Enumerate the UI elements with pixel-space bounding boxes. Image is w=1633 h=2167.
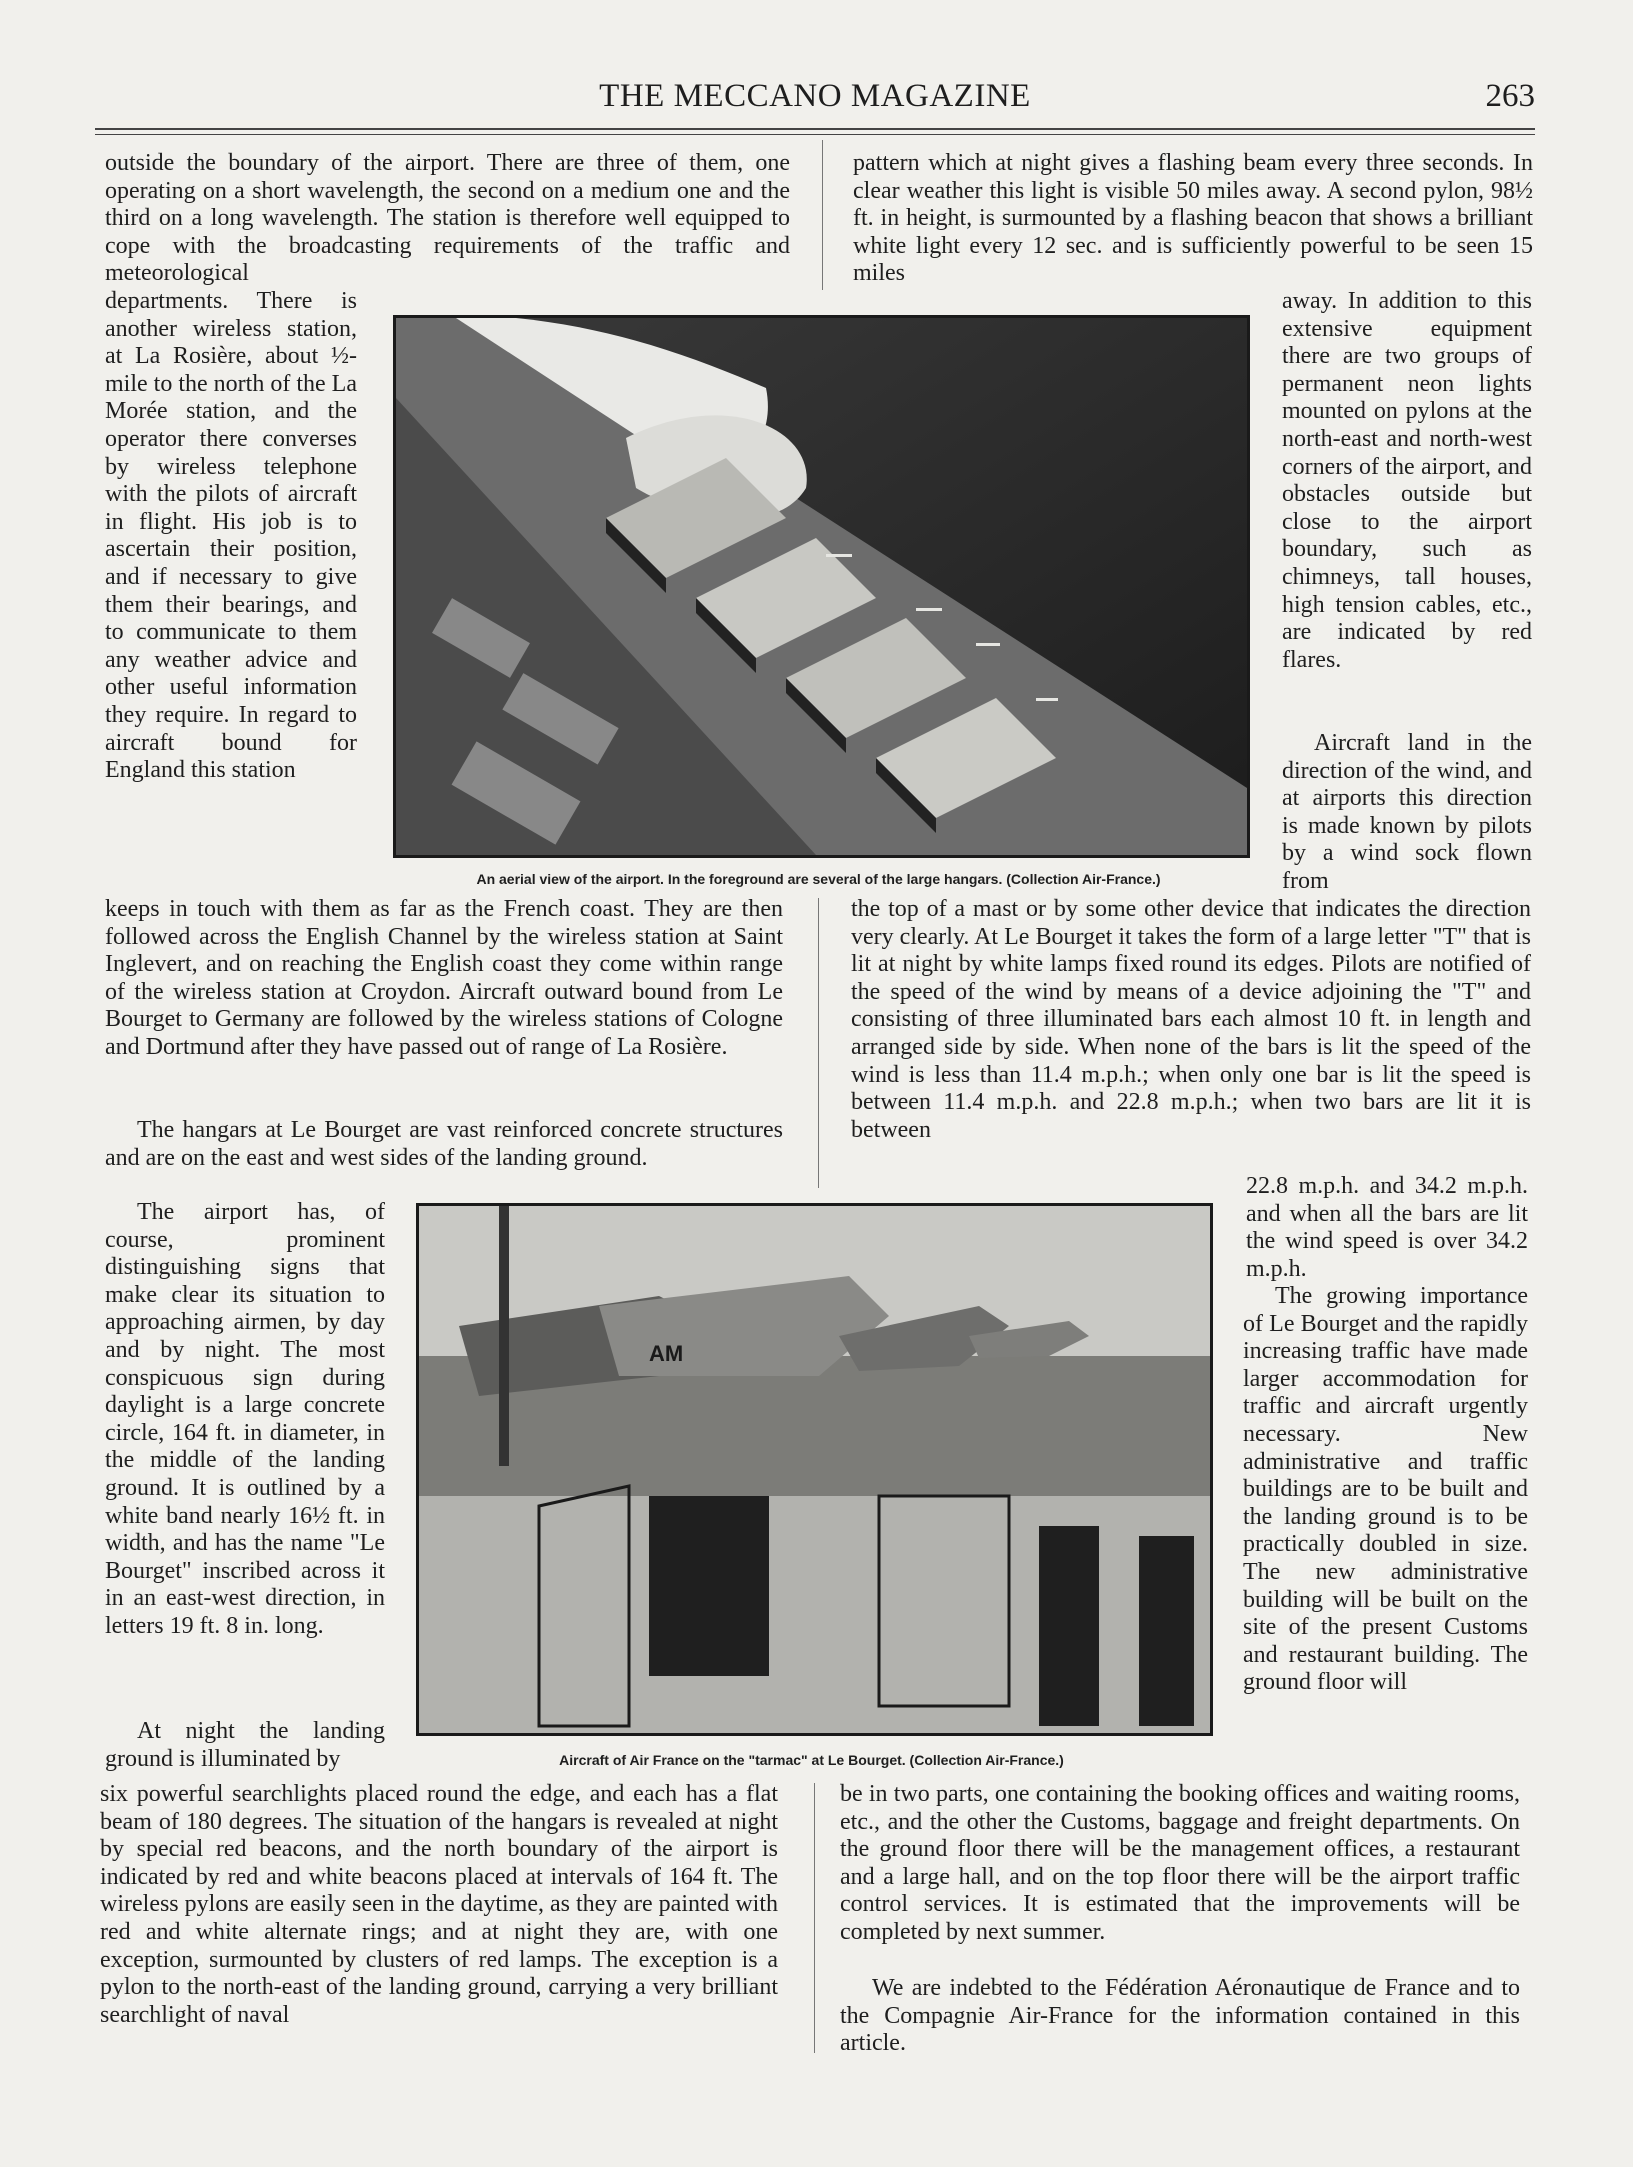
paragraph-naval-searchlight: pattern which at night gives a flashing beam every three seconds. In clear weather this light is visible 50 miles away. A second pylon, 98½ ft. in height, is surmounted by a flashing beacon that shows a brilliant white light every 12 sec. and is sufficiently powerful to be seen 15 miles xyxy=(853,150,1533,287)
tarmac-aircraft-photo xyxy=(416,1203,1213,1736)
paragraph-neon-lights: away. In addition to this extensive equipment there are two groups of permanent neon lights mounted on pylons at the north-east and north-west corners of the airport, and obstacles outside but close to the airport boundary, such as chimneys, tall houses, high tension cables, etc., are indicated by red flares. xyxy=(1282,288,1532,673)
aerial-hangars-illustration xyxy=(396,318,1247,855)
column-divider xyxy=(814,1783,815,2053)
page-header xyxy=(95,78,1535,118)
paragraph-wind-direction: Aircraft land in the direction of the wind, and at airports this direction is made known by pilots by a wind sock flown from xyxy=(1282,730,1532,894)
tarmac-aircraft-illustration xyxy=(419,1206,1210,1733)
aircraft-registration: AM xyxy=(649,1341,684,1366)
page-number: 263 xyxy=(1485,78,1535,114)
column-divider xyxy=(822,140,823,290)
column-divider xyxy=(818,898,819,1188)
aerial-photo-caption: An aerial view of the airport. In the foreground are several of the large hangars. (Collection Air-France.) xyxy=(476,871,1161,887)
paragraph-searchlights: six powerful searchlights placed round the edge, and each has a flat beam of 180 degrees. The situation of the hangars is revealed at night by special red beacons, and the north boundary of the airport is indicated by red and white beacons placed at intervals of 164 ft. The wireless pylons are easily seen in the daytime, as they are painted with red and white alternate rings; and at night they are, with one exception, surmounted by clusters of red lamps. The exception is a pylon to the north-east of the landing ground, carrying a very brilliant searchlight of naval xyxy=(100,1781,778,2028)
paragraph-acknowledgement: We are indebted to the Fédération Aéronautique de France and to the Compagnie Air-France for the information contained in this article. xyxy=(840,1975,1520,2057)
paragraph-wind-speed: 22.8 m.p.h. and 34.2 m.p.h. and when all the bars are lit the wind speed is over 34.2 m.p.h. xyxy=(1246,1173,1528,1282)
aerial-view-photo xyxy=(393,315,1250,858)
tarmac-photo-caption: Aircraft of Air France on the "tarmac" at Le Bourget. (Collection Air-France.) xyxy=(559,1752,1064,1768)
paragraph-night-lighting: At night the landing ground is illuminated by xyxy=(105,1718,385,1772)
hangar-pillar xyxy=(499,1206,509,1466)
paragraph-wind-t-signal: the top of a mast or by some other device that indicates the direction very clearly. At Le Bourget it takes the form of a large letter "T" that is lit at night by white lamps fixed round its edges. Pilots are notified of the speed of the wind by means of a device adjoining the "T" and consisting of three illuminated bars each almost 10 ft. in length and arranged side by side. When none of the bars is lit the speed of the wind is less than 11.4 m.p.h.; when only one bar is lit the speed is between 11.4 m.p.h. and 22.8 m.p.h.; when two bars are lit it is between xyxy=(851,896,1531,1143)
magazine-title: THE MECCANO MAGAZINE xyxy=(599,78,1031,114)
header-rule xyxy=(95,128,1535,130)
paragraph-distinguishing-signs: The airport has, of course, prominent distinguishing signs that make clear its situation to approaching airmen, by day and by night. The most conspicuous sign during daylight is a large concrete circle, 164 ft. in diameter, in the middle of the landing ground. It is outlined by a white band nearly 16½ ft. in width, and has the name "Le Bourget" inscribed across it in an east-west direction, in letters 19 ft. 8 in. long. xyxy=(105,1199,385,1639)
paragraph-french-coast: keeps in touch with them as far as the French coast. They are then followed across the English Channel by the wireless station at Saint Inglevert, and on reaching the English coast they come within range of the wireless station at Croydon. Aircraft outward bound from Le Bourget to Germany are followed by the wireless stations of Cologne and Dortmund after they have passed out of range of La Rosière. xyxy=(105,896,783,1060)
paragraph-growing-importance: The growing importance of Le Bourget and the rapidly increasing traffic have made larger accommodation for traffic and aircraft urgently necessary. New administrative and traffic buildings are to be built and the landing ground is to be practically doubled in size. The new administrative building will be built on the site of the present Customs and restaurant building. The ground floor will xyxy=(1243,1283,1528,1696)
paragraph-ground-floor: be in two parts, one containing the booking offices and waiting rooms, etc., and the other the Customs, baggage and freight departments. On the ground floor there will be the management offices, a restaurant and a large hall, and on the top floor there will be the airport traffic control services. It is estimated that the improvements will be completed by next summer. xyxy=(840,1781,1520,1945)
header-rule-thin xyxy=(95,134,1535,135)
paragraph-hangars: The hangars at Le Bourget are vast reinforced concrete structures and are on the east and west sides of the landing ground. xyxy=(105,1117,783,1171)
paragraph-la-rosiere: departments. There is another wireless station, at La Rosière, about ½-mile to the north of the La Morée station, and the operator there converses by wireless telephone with the pilots of aircraft in flight. His job is to ascertain their position, and if necessary to give them their bearings, and to communicate to them any weather advice and other useful information they require. In regard to aircraft bound for England this station xyxy=(105,288,357,784)
paragraph-wireless-stations: outside the boundary of the airport. There are three of them, one operating on a short wavelength, the second on a medium one and the third on a long wavelength. The station is therefore well equipped to cope with the broadcasting requirements of the traffic and meteorological xyxy=(105,150,790,287)
